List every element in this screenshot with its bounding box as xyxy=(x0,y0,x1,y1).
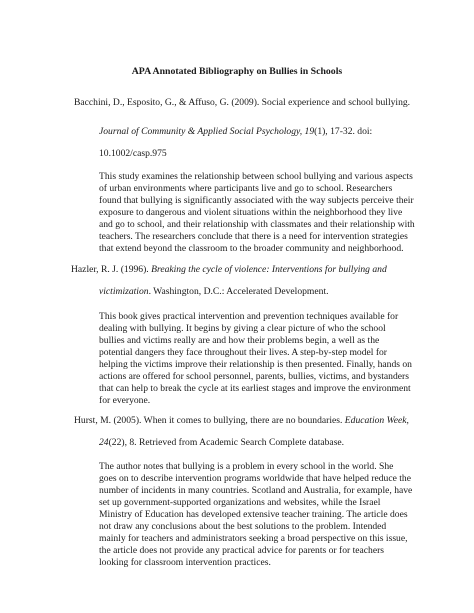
annotation-line: and go to school, and their relationship with classmates and their relationship with xyxy=(99,219,415,230)
annotation-line: helping the victims improve their relationship is then presented. Finally, hands on xyxy=(99,359,412,370)
annotation-line: set up government-supported organizations and websites, while the Israel xyxy=(99,497,381,508)
annotation-bacchini xyxy=(99,171,431,255)
annotation-line: bullies and victims really are and how their problems begin, a well as the xyxy=(99,335,380,346)
annotation-hazler xyxy=(99,311,431,407)
page-title: APA Annotated Bibliography on Bullies in Schools xyxy=(131,66,343,77)
annotation-line: Ministry of Education has developed extensive teacher training. The article does xyxy=(99,509,408,520)
book-title: victimization xyxy=(99,286,149,297)
annotation-line: that extend beyond the classroom to the broader community and neighborhood. xyxy=(99,243,404,254)
annotation-line: This study examines the relationship between school bullying and various aspects xyxy=(99,171,413,182)
annotation-hurst xyxy=(99,461,431,569)
annotation-line: of urban environments where participants live and go to school. Researchers xyxy=(99,183,393,194)
annotation-line: actions are offered for school personnel, parents, bullies, victims, and bystanders xyxy=(99,371,409,382)
citation-text: Hurst, M. (2005). When it comes to bullying, there are no boundaries. xyxy=(74,415,345,426)
book-title: Breaking the cycle of violence: Interventions for bullying and xyxy=(151,264,387,275)
annotation-line: looking for classroom intervention practices. xyxy=(99,557,271,568)
citation-bacchini-line1 xyxy=(74,97,410,109)
citation-hazler-line2 xyxy=(99,286,329,298)
annotation-line: potential dangers they face throughout their lives. A step-by-step model for xyxy=(99,347,388,358)
annotation-line: for everyone. xyxy=(99,395,151,406)
citation-hurst-line1 xyxy=(74,415,409,427)
annotation-line: that can help to break the cycle at its earliest stages and improve the environment xyxy=(99,383,411,394)
citation-bacchini-line3 xyxy=(99,148,167,160)
journal-title: Journal of Community & Applied Social Psychology, 19 xyxy=(99,126,315,137)
citation-text: (1), 17-32. doi: xyxy=(314,126,373,137)
citation-text: Hazler, R. J. (1996). xyxy=(71,264,152,275)
journal-title: Education Week, xyxy=(344,415,409,426)
citation-hurst-line2 xyxy=(99,437,344,449)
annotation-line: not draw any conclusions about the best solutions to the problem. Intended xyxy=(99,521,387,532)
annotation-line: exposure to dangerous and violent situations within the neighborhood they live xyxy=(99,207,403,218)
annotation-line: the article does not provide any practical advice for parents or for teachers xyxy=(99,545,385,556)
citation-hazler-line1 xyxy=(71,264,387,276)
citation-text: (22), 8. Retrieved from Academic Search Complete database. xyxy=(108,437,345,448)
annotation-line: teachers. The researchers conclude that there is a need for intervention strategies xyxy=(99,231,408,242)
citation-bacchini-line2 xyxy=(99,126,372,138)
citation-text: Bacchini, D., Esposito, G., & Affuso, G. (2009). Social experience and school bullying. xyxy=(74,97,411,108)
annotation-line: goes on to describe intervention programs worldwide that have helped reduce the xyxy=(99,473,411,484)
annotation-line: dealing with bullying. It begins by giving a clear picture of who the school xyxy=(99,323,386,334)
annotation-line: number of incidents in many countries. Scotland and Australia, for example, have xyxy=(99,485,413,496)
annotation-line: This book gives practical intervention and prevention techniques available for xyxy=(99,311,399,322)
annotation-line: mainly for teachers and administrators seeking a broad perspective on this issue, xyxy=(99,533,408,544)
annotation-line: found that bullying is significantly associated with the way subjects perceive their xyxy=(99,195,414,206)
annotation-line: The author notes that bullying is a problem in every school in the world. She xyxy=(99,461,394,472)
citation-doi: 10.1002/casp.975 xyxy=(99,148,167,159)
citation-text: . Washington, D.C.: Accelerated Development. xyxy=(148,286,329,297)
volume-number: 24 xyxy=(99,437,109,448)
